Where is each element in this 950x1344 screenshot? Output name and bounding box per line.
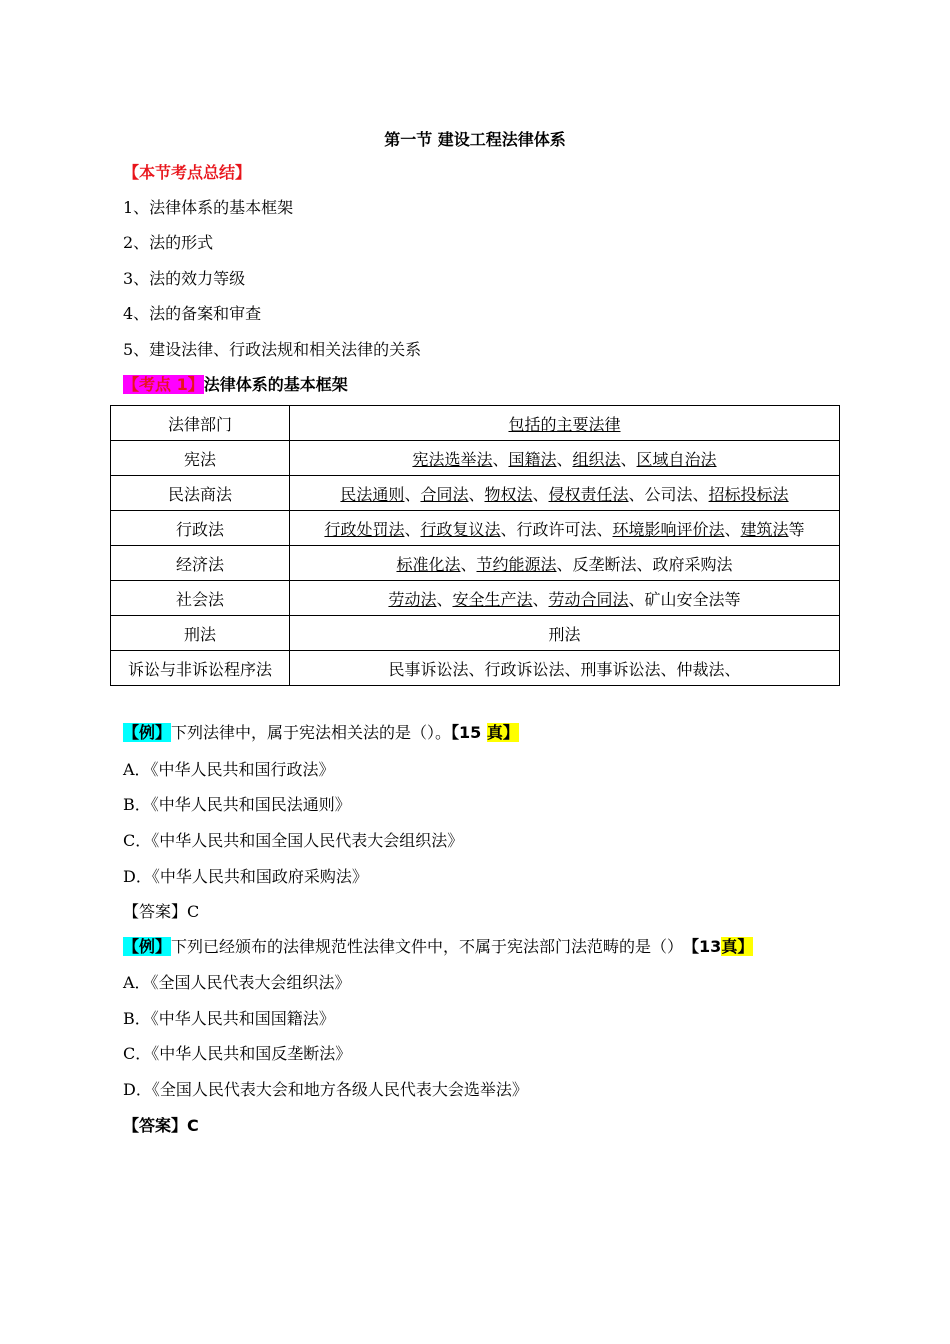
laws-cell [290,476,840,511]
law-text: 、 [404,484,421,504]
summary-item: 5、建设法律、行政法规和相关法律的关系 [123,340,422,359]
header-cell-laws: 包括的主要法律 [290,406,840,441]
option-item: B．《中华人民共和国国籍法》 [123,1009,335,1028]
law-text: 、公司法、 [628,484,709,504]
dept-cell: 民法商法 [111,476,290,511]
source-tag-highlight: 真】 [486,723,519,742]
laws-cell [290,616,840,651]
law-name-underlined: 劳动合同法 [548,589,629,609]
answer-line: 【答案】C [123,1116,199,1135]
law-name-underlined: 行政处罚法 [324,519,405,539]
law-name-underlined: 物权法 [484,484,533,504]
table-row [111,511,840,546]
laws-cell [290,511,840,546]
summary-item: 3、法的效力等级 [123,269,246,288]
law-text: 、 [556,449,573,469]
option-item: A．《全国人民代表大会组织法》 [123,973,351,992]
question-text: 下列已经颁布的法律规范性法律文件中，不属于宪法部门法范畴的是（） [171,937,684,956]
option-item: D．《全国人民代表大会和地方各级人民代表大会选举法》 [123,1080,528,1099]
table-row [111,441,840,476]
law-text: 、 [492,449,509,469]
law-name-underlined: 安全生产法 [452,589,533,609]
law-framework-table [110,405,840,686]
law-text: 、 [724,519,741,539]
summary-item: 4、法的备案和审查 [123,304,262,323]
dept-cell: 刑法 [111,616,290,651]
option-item: C．《中华人民共和国反垄断法》 [123,1044,352,1063]
point-title: 法律体系的基本框架 [203,375,348,394]
dept-cell: 行政法 [111,511,290,546]
law-name-underlined: 招标投标法 [708,484,789,504]
law-text: 、 [532,484,549,504]
answer-line: 【答案】C [123,902,200,921]
table-header-row [111,406,840,441]
law-text: 等 [788,519,805,539]
option-item: C．《中华人民共和国全国人民代表大会组织法》 [123,831,464,850]
law-name-underlined: 组织法 [572,449,621,469]
law-text: 民事诉讼法、行政诉讼法、刑事诉讼法、仲裁法、 [388,659,741,679]
header-cell-dept: 法律部门 [111,406,290,441]
law-name-underlined: 宪法选举法 [412,449,493,469]
law-text: 、 [532,589,549,609]
source-tag-highlight: 真】 [721,937,754,956]
law-text: 、矿山安全法等 [628,589,741,609]
point-tag: 【考点 1】 [123,375,204,394]
source-tag: 【13 [691,937,722,956]
law-text: 、 [436,589,453,609]
summary-heading: 【本节考点总结】 [123,163,252,182]
law-name-underlined: 行政复议法 [420,519,501,539]
law-name-underlined: 节约能源法 [476,554,557,574]
dept-cell: 社会法 [111,581,290,616]
table-row [111,581,840,616]
law-name-underlined: 侵权责任法 [548,484,629,504]
law-name-underlined: 区域自治法 [636,449,717,469]
example-question [123,722,519,744]
law-name-underlined: 劳动法 [388,589,437,609]
law-text: 、 [620,449,637,469]
table-row [111,651,840,686]
source-tag: 【15 [451,723,487,742]
law-text: 、行政许可法、 [500,519,613,539]
option-item: A．《中华人民共和国行政法》 [123,760,335,779]
law-name-underlined: 标准化法 [396,554,461,574]
dept-cell: 经济法 [111,546,290,581]
option-item: B．《中华人民共和国民法通则》 [123,795,351,814]
law-name-underlined: 国籍法 [508,449,557,469]
example-question [123,936,753,958]
section-title: 第一节 建设工程法律体系 [384,130,566,149]
dept-cell: 宪法 [111,441,290,476]
laws-cell [290,546,840,581]
point-heading [123,374,348,396]
question-text: 下列法律中，属于宪法相关法的是（）。 [171,723,452,742]
law-name-underlined: 环境影响评价法 [612,519,725,539]
law-name-underlined: 民法通则 [340,484,405,504]
law-text: 刑法 [548,624,581,644]
table-row [111,616,840,651]
law-text: 、 [404,519,421,539]
summary-item: 1、法律体系的基本框架 [123,198,294,217]
example-tag: 【例】 [123,937,172,956]
option-item: D．《中华人民共和国政府采购法》 [123,867,368,886]
law-name-underlined: 建筑法 [740,519,789,539]
example-tag: 【例】 [123,723,172,742]
table-row [111,476,840,511]
summary-item: 2、法的形式 [123,233,214,252]
laws-cell [290,441,840,476]
law-text: 、 [460,554,477,574]
law-text: 、 [468,484,485,504]
table-row [111,546,840,581]
law-text: 、反垄断法、政府采购法 [556,554,733,574]
laws-cell [290,651,840,686]
dept-cell: 诉讼与非诉讼程序法 [111,651,290,686]
laws-cell [290,581,840,616]
law-name-underlined: 合同法 [420,484,469,504]
